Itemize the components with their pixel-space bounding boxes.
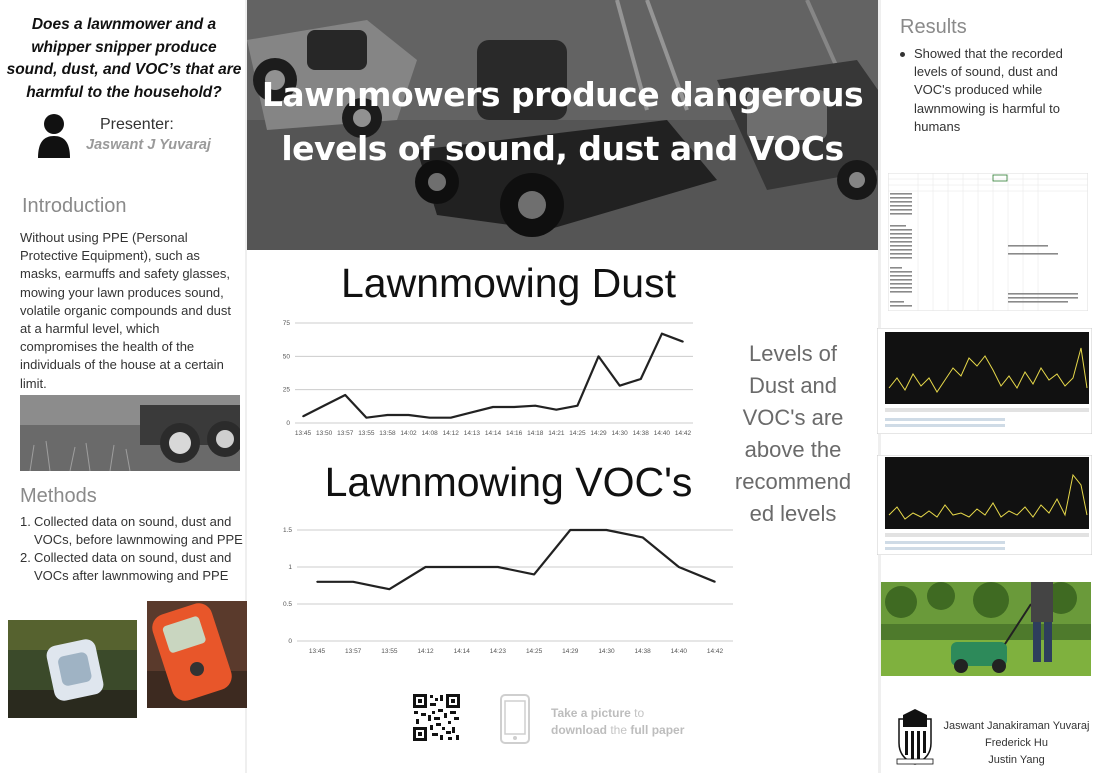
x-tick-label: 14:25 [569,430,586,437]
presenter-label: Presenter: [100,116,174,133]
data-point [577,405,579,407]
results-heading: Results [900,16,967,38]
data-point [642,537,644,539]
author-name: Justin Yang [988,754,1045,766]
data-point [429,417,431,419]
x-tick-label: 14:40 [670,648,687,655]
voc-chart-title: Lawnmowing VOC's [324,459,693,505]
data-point [316,581,318,583]
qr-code-icon[interactable] [412,693,461,742]
phone-icon [500,694,530,744]
take-picture-to: to [630,706,645,720]
methods-item [20,513,244,549]
data-point [569,529,571,531]
authors-list [940,718,1093,769]
data-point [678,566,680,568]
series-line [317,530,715,589]
methods-item-text: Collected data on sound, dust and VOCs after lawnmowing and PPE [34,550,232,583]
x-tick-label: 14:38 [632,430,649,437]
x-tick-label: 14:12 [417,648,434,655]
x-tick-label: 14:02 [400,430,417,437]
data-point [323,405,325,407]
full-paper-bold: full paper [630,723,685,737]
x-tick-label: 14:29 [590,430,607,437]
x-tick-label: 13:57 [337,430,354,437]
y-tick-label: 0.5 [283,601,292,608]
levels-note: Levels of Dust and VOC's are above the recommend ed levels [734,341,852,526]
y-tick-label: 0 [288,638,292,645]
hero-title-line-2: levels of sound, dust and VOCs [281,129,844,168]
data-point [640,378,642,380]
data-point [556,409,558,411]
x-tick-label: 14:25 [525,648,543,655]
sound-graph-1 [877,328,1092,434]
x-tick-label: 14:29 [562,648,579,655]
data-point [302,416,304,418]
sound-graph-2 [877,455,1092,555]
x-tick-label: 14:14 [453,648,470,655]
y-tick-label: 25 [283,386,290,394]
person-mowing-photo [881,582,1091,676]
x-tick-label: 14:12 [442,430,459,437]
results-list [900,45,1080,136]
data-point [366,417,368,419]
methods-list [20,513,244,585]
x-tick-label: 14:38 [634,648,651,655]
results-item: Showed that the recorded levels of sound, dust and VOC's produced while lawnmowing is harmful to humans [900,45,1080,136]
voc-meter-photo [147,601,249,708]
x-tick-label: 14:40 [653,430,671,437]
data-point [533,574,535,576]
research-question: Does a lawnmower and a whipper snipper produce sound, dust, and VOC’s that are harmful to the household? [6,16,242,101]
x-tick-label: 14:16 [505,430,523,437]
y-tick-label: 75 [283,320,290,327]
data-point [389,588,391,590]
data-point [387,414,389,416]
data-point [352,581,354,583]
x-tick-label: 14:23 [489,648,507,655]
x-tick-label: 13:55 [358,430,375,437]
data-point [714,581,716,583]
y-tick-label: 1.5 [283,527,292,534]
y-tick-label: 50 [283,353,290,361]
spreadsheet-screenshot [888,173,1088,311]
x-tick-label: 13:45 [308,648,326,655]
data-point [606,529,608,531]
data-point [497,566,499,568]
x-tick-label: 14:18 [527,430,544,437]
data-point [471,412,473,414]
methods-item [20,549,244,585]
download-bold: download [551,723,607,737]
x-tick-label: 13:55 [381,648,398,655]
voc-line-chart [283,518,733,658]
take-picture-bold: Take a picture [551,706,631,720]
data-point [344,394,346,396]
x-tick-label: 14:14 [484,430,502,437]
school-crest-logo [893,709,937,765]
take-picture-the: the [607,723,631,737]
data-point [492,406,494,408]
take-picture-note [551,705,684,739]
x-tick-label: 13:50 [315,430,333,437]
y-tick-label: 1 [288,564,292,571]
data-point [425,566,427,568]
data-point [682,341,684,343]
methods-item-number: 2. [20,550,31,565]
data-point [661,333,663,335]
methods-item-text: Collected data on sound, dust and VOCs, before lawnmowing and PPE [34,514,243,547]
data-point [461,566,463,568]
hero-title [247,68,878,176]
right-column [881,0,1093,773]
left-column [0,0,245,773]
introduction-text: Without using PPE (Personal Protective Equipment), such as masks, earmuffs and safety glasses, mowing your lawn produces sound, volatile organic compounds and dust at a harmful level, which compromises the health of the individuals of the house at a certain limit. [20,230,232,391]
person-icon [36,112,72,158]
x-tick-label: 14:30 [598,648,615,655]
methods-item-number: 1. [20,514,31,529]
x-tick-label: 14:42 [674,430,692,437]
x-tick-label: 13:45 [294,430,312,437]
presenter-name: Jaswant J Yuvaraj [86,137,211,153]
data-point [598,356,600,358]
dust-sensor-photo [8,620,137,718]
hero-banner [247,0,878,250]
x-tick-label: 14:13 [463,430,481,437]
author-name: Jaswant Janakiraman Yuvaraj [943,720,1090,732]
data-point [534,405,536,407]
x-tick-label: 14:42 [706,648,724,655]
x-tick-label: 14:21 [548,430,565,437]
data-point [450,417,452,419]
x-tick-label: 13:58 [379,430,396,437]
data-point [408,414,410,416]
series-line [303,334,683,418]
x-tick-label: 13:57 [345,648,362,655]
x-tick-label: 14:08 [421,430,438,437]
introduction-heading: Introduction [22,195,127,217]
methods-heading: Methods [20,485,97,507]
y-tick-label: 0 [286,420,290,427]
dust-chart-title: Lawnmowing Dust [341,260,676,306]
data-point [513,406,515,408]
middle-column [247,0,878,773]
lawnmower-grass-photo [20,395,240,471]
data-point [619,385,621,387]
x-tick-label: 14:30 [611,430,628,437]
dust-line-chart [283,312,703,442]
author-name: Frederick Hu [985,737,1048,749]
hero-title-line-1: Lawnmowers produce dangerous [261,75,864,114]
